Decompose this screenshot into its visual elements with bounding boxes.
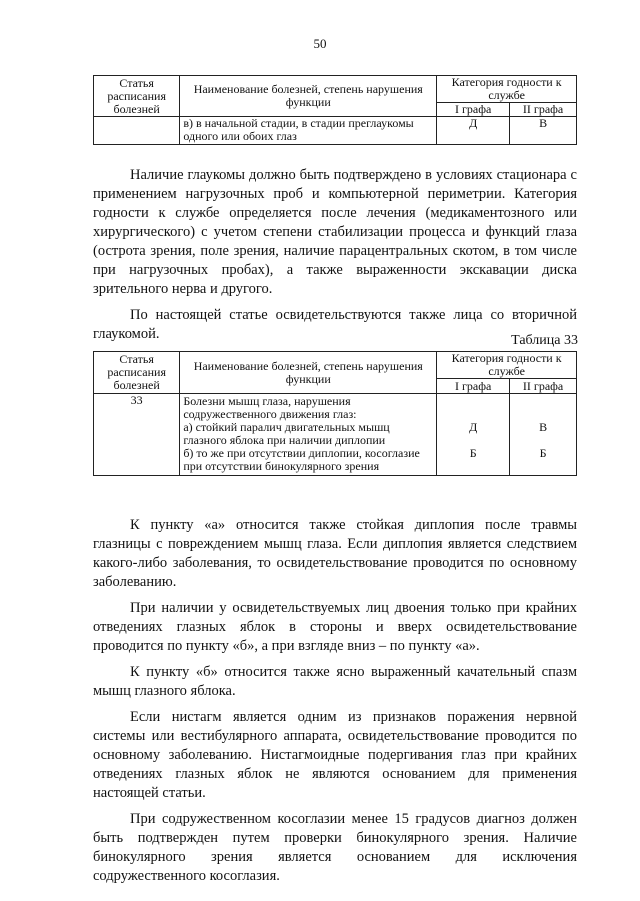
header-graph-1: I графа <box>437 379 510 394</box>
row-name: в) в начальной стадии, в стадии преглаукомы одного или обоих глаз <box>180 117 437 145</box>
table-33 <box>93 351 577 476</box>
table-row <box>94 117 577 145</box>
row-article: 33 <box>94 394 180 476</box>
header-name: Наименование болезней, степень нарушения функции <box>180 76 437 117</box>
header-article: Статья расписания болезней <box>94 352 180 394</box>
item-a-graph-2: В <box>539 420 548 434</box>
item-a: а) стойкий паралич двигательных мышц глазного яблока при наличии диплопии <box>183 420 390 447</box>
paragraph: При наличии у освидетельствуемых лиц двоения только при крайних отведениях глазных яблок в стороны и вверх освидетельствование проводится по пункту «б», а при взгляде вниз – по пункту «а». <box>93 600 577 654</box>
row-graph-1: Д <box>437 117 510 145</box>
header-category: Категория годности к службе <box>437 352 577 379</box>
paragraph: При содружественном косоглазии менее 15 градусов диагноз должен быть подтвержден путем проверки бинокулярного зрения. Наличие бинокулярного зрения является основанием для исключения содружественного косоглазия. <box>93 811 577 884</box>
item-a-graph-1: Д <box>469 420 478 434</box>
row-article <box>94 117 180 145</box>
header-category: Категория годности к службе <box>437 76 577 103</box>
paragraph: К пункту «а» относится также стойкая диплопия после травмы глазницы с повреждением мышц глаза. Если диплопия является следствием какого-либо заболевания, то освидетельствование проводится по основному заболеванию. <box>93 517 577 590</box>
header-graph-2: II графа <box>510 103 577 117</box>
table-caption: Таблица 33 <box>511 333 578 348</box>
item-b: б) то же при отсутствии диплопии, косоглазие при отсутствии бинокулярного зрения <box>183 446 420 473</box>
table-row <box>94 394 577 476</box>
disease-heading: Болезни мышц глаза, нарушения содружественного движения глаз: <box>183 394 357 421</box>
paragraph: К пункту «б» относится также ясно выраженный качательный спазм мышц глазного яблока. <box>93 664 577 699</box>
text-block-glaucoma <box>93 166 577 344</box>
paragraph: Если нистагм является одним из признаков поражения нервной системы или вестибулярного аппарата, освидетельствование проводится по основному заболеванию. Нистагмоидные подергивания глаз при крайних отведениях глазных яблок не являются основанием для применения настоящей статьи. <box>93 709 577 801</box>
header-article: Статья расписания болезней <box>94 76 180 117</box>
row-graph-2: В <box>510 117 577 145</box>
header-graph-1: I графа <box>437 103 510 117</box>
item-b-graph-1: Б <box>469 446 477 460</box>
text-block-eye-muscles <box>93 516 577 886</box>
paragraph: Наличие глаукомы должно быть подтверждено в условиях стационара с применением нагрузочных проб и компьютерной периметрии. Категория годности к службе определяется после лечения (медикаментозного или хирургического) с учетом степени стабилизации процесса и функций глаза (острота зрения, поле зрения, наличие парацентральных скотом, в том числе при нагрузочных пробах), а также выраженности экскавации диска зрительного нерва и другого. <box>93 167 577 297</box>
table-glaucoma-continuation <box>93 75 577 145</box>
header-graph-2: II графа <box>510 379 577 394</box>
item-b-graph-2: Б <box>539 446 547 460</box>
header-name: Наименование болезней, степень нарушения функции <box>180 352 437 394</box>
paragraph: По настоящей статье освидетельствуются также лица со вторичной глаукомой. <box>93 307 577 342</box>
page-number: 50 <box>313 36 327 51</box>
